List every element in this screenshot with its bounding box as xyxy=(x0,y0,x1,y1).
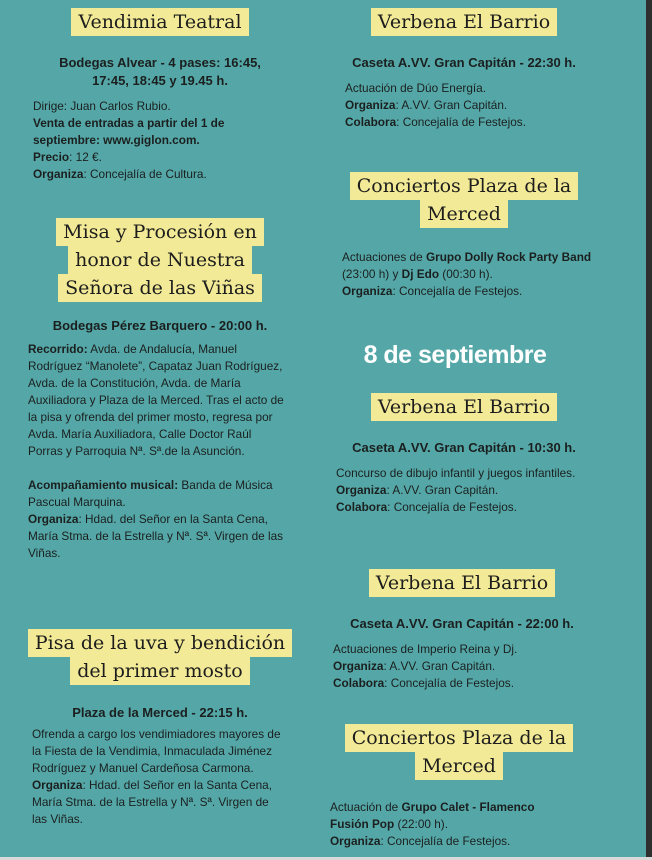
organizer-label: Organiza xyxy=(333,659,384,673)
event-verbena-3 xyxy=(330,570,594,692)
event-title: Verbena El Barrio xyxy=(371,393,557,421)
page-edge-right xyxy=(646,0,652,860)
event-place: Caseta A.VV. Gran Capitán - 10:30 h. xyxy=(352,440,576,455)
event-title: Conciertos Plaza de la Merced xyxy=(350,172,579,228)
event-details xyxy=(26,98,294,183)
event-vendimia-teatral xyxy=(26,9,294,183)
collaborator-label: Colabora xyxy=(333,676,385,690)
event-title: Vendimia Teatral xyxy=(71,8,248,36)
organizer-value: : A.VV. Gran Capitán. xyxy=(383,659,496,673)
route-value: Avda. de Andalucía, Manuel Rodríguez “Manolete”, Capataz Juan Rodríguez, Avda. de la Constitución, Avda. de María Auxiliadora y Plaza de la Merced. Tras el acto de la pisa y ofrenda del primer mosto, regresa por Avda. María Auxiliadora, Calle Doctor Raúl Porras y Parroquia Nª. Sª.de la Asunción. xyxy=(28,342,284,458)
event-details xyxy=(334,80,594,131)
organizer-label: Organiza xyxy=(342,284,393,298)
collaborator-value: : Concejalía de Festejos. xyxy=(384,676,514,690)
organizer-label: Organiza xyxy=(33,167,84,181)
event-title: Verbena El Barrio xyxy=(369,569,555,597)
event-details xyxy=(26,341,294,562)
event-details xyxy=(330,799,588,850)
organizer-value: : Concejalía de Festejos. xyxy=(392,284,523,298)
band-time: (00:30 h). xyxy=(439,267,493,281)
organizer-label: Organiza xyxy=(28,512,79,526)
event-title: Verbena El Barrio xyxy=(371,8,557,36)
event-place: Caseta A.VV. Gran Capitán - 22:00 h. xyxy=(350,616,574,631)
event-details xyxy=(334,465,594,516)
music-value: Banda de Música Pascual Marquina. xyxy=(28,478,273,509)
description-prefix: Actuación de xyxy=(330,800,402,814)
date-heading: 8 de septiembre xyxy=(363,341,547,369)
collaborator-label: Colabora xyxy=(345,115,397,129)
organizer-value: : Concejalía de Festejos. xyxy=(380,834,511,848)
event-place: Bodegas Alvear - 4 pases: 16:45, 17:45, 18:45 y 19.45 h. xyxy=(59,55,261,88)
event-description: Ofrenda a cargo los vendimiadores mayores de la Fiesta de la Vendimia, Inmaculada Jiménez Rodríguez y Manuel Cardeñosa Carmona. xyxy=(32,727,281,775)
route-label: Recorrido: xyxy=(28,342,88,356)
band-name: Grupo Dolly Rock Party Band xyxy=(425,250,592,264)
collaborator-value: : Concejalía de Festejos. xyxy=(387,500,517,514)
organizer-value: : A.VV. Gran Capitán. xyxy=(395,98,508,112)
description-prefix: Actuaciones de xyxy=(342,250,426,264)
band-time: (22:00 h). xyxy=(394,817,449,831)
event-details xyxy=(26,726,294,828)
event-pisa-uva xyxy=(26,630,294,828)
organizer-label: Organiza xyxy=(32,778,83,792)
event-title: Pisa de la uva y bendición del primer mosto xyxy=(28,629,292,685)
event-misa-procesion xyxy=(26,219,294,562)
director-text: Dirige: Juan Carlos Rubio. xyxy=(33,99,171,113)
tickets-text: Venta de entradas a partir del 1 de septiembre: www.giglon.com. xyxy=(33,116,225,147)
price-label: Precio xyxy=(33,150,70,164)
event-place: Caseta A.VV. Gran Capitán - 22:30 h. xyxy=(352,55,576,70)
event-description: Actuaciones de Imperio Reina y Dj. xyxy=(333,642,518,656)
organizer-value: : Hdad. del Señor en la Santa Cena, María Stma. de la Estrella y Nª. Sª. Virgen de las Viñas. xyxy=(28,512,284,560)
collaborator-label: Colabora xyxy=(336,500,388,514)
event-verbena-2 xyxy=(334,394,594,516)
event-place: Bodegas Pérez Barquero - 20:00 h. xyxy=(52,318,268,333)
event-conciertos-2 xyxy=(330,725,588,850)
collaborator-value: : Concejalía de Festejos. xyxy=(396,115,526,129)
organizer-label: Organiza xyxy=(336,483,387,497)
event-details xyxy=(330,641,594,692)
music-label: Acompañamiento musical: xyxy=(28,478,179,492)
organizer-value: : Hdad. del Señor en la Santa Cena, María Stma. de la Estrella y Nª. Sª. Virgen de las Viñas. xyxy=(32,778,273,826)
event-verbena-1 xyxy=(334,9,594,131)
event-title: Misa y Procesión en honor de Nuestra Señora de las Viñas xyxy=(56,218,264,302)
organizer-value: : A.VV. Gran Capitán. xyxy=(386,483,499,497)
event-conciertos-1 xyxy=(336,173,592,300)
price-value: : 12 €. xyxy=(69,150,102,164)
event-description: Concurso de dibujo infantil y juegos infantiles. xyxy=(336,466,576,480)
organizer-label: Organiza xyxy=(345,98,396,112)
band-name: Dj Edo xyxy=(401,267,440,281)
event-title: Conciertos Plaza de la Merced xyxy=(345,724,574,780)
band-name: Grupo Calet - Flamenco Fusión Pop xyxy=(330,800,535,831)
organizer-label: Organiza xyxy=(330,834,381,848)
organizer-value: : Concejalía de Cultura. xyxy=(83,167,207,181)
event-description: Actuación de Dúo Energía. xyxy=(345,81,486,95)
event-place: Plaza de la Merced - 22:15 h. xyxy=(72,705,248,720)
event-details xyxy=(336,249,592,300)
band-time: (23:00 h) y xyxy=(342,267,402,281)
